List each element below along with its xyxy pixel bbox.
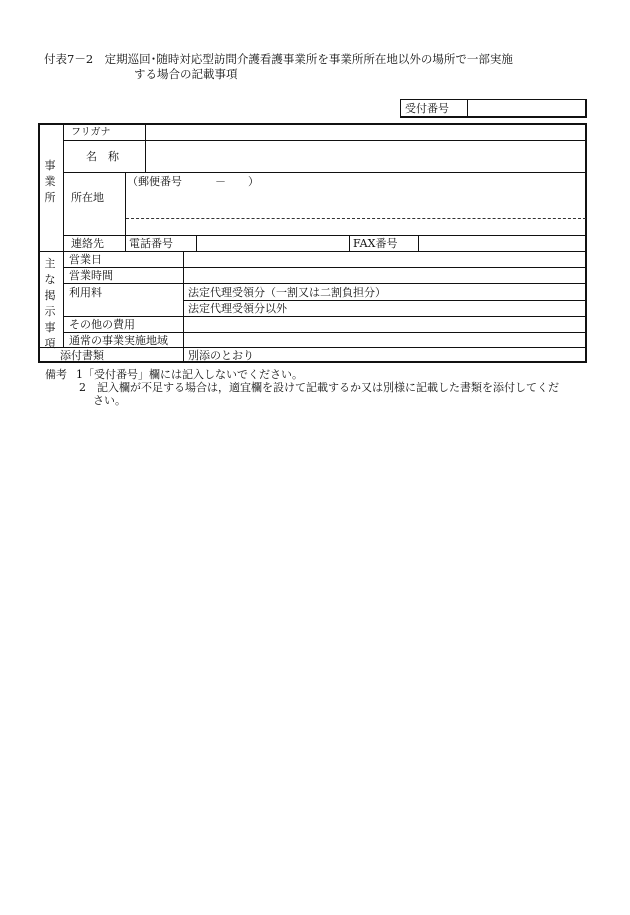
notices-section-label: 主な掲示事項 — [44, 257, 56, 350]
attachment-value: 別添のとおり — [188, 349, 254, 362]
usage-fee-proxy-label: 法定代理受領分（一割又は二割負担分） — [188, 286, 386, 299]
attachment-label: 添付書類 — [60, 349, 104, 362]
usage-fee-label: 利用料 — [69, 286, 102, 299]
fax-field[interactable] — [422, 237, 582, 250]
other-costs-label: その他の費用 — [69, 318, 135, 331]
row-line — [183, 300, 587, 301]
service-area-label: 通常の事業実施地域 — [69, 334, 168, 347]
furigana-label: フリガナ — [71, 127, 111, 138]
remarks-note-2-line1: 2 記入欄が不足する場合は，適宜欄を設けて記載するか又は別様に記載した書類を添付してくだ — [79, 381, 559, 394]
office-section-label: 事業所 — [44, 159, 56, 204]
row-line — [63, 235, 587, 236]
receipt-divider — [467, 99, 468, 118]
name-label-divider — [145, 123, 146, 172]
col-line — [349, 235, 350, 251]
row-line — [38, 347, 587, 348]
name-field[interactable] — [150, 150, 580, 163]
usage-fee-non-proxy-label: 法定代理受領分以外 — [188, 302, 287, 315]
tel-field[interactable] — [200, 237, 345, 250]
address-dashed-line — [126, 218, 586, 219]
col-line — [196, 235, 197, 251]
contact-label: 連絡先 — [71, 237, 104, 250]
address-label-divider — [125, 172, 126, 235]
name-label: 名 称 — [86, 150, 119, 163]
address-label: 所在地 — [71, 191, 104, 204]
service-area-field[interactable] — [188, 334, 578, 347]
address-field[interactable] — [132, 221, 572, 234]
office-section-divider — [63, 123, 64, 251]
form-title-line2: する場合の記載事項 — [134, 67, 238, 81]
remarks-heading: 備考 — [45, 368, 67, 381]
row-line — [63, 172, 587, 173]
receipt-number-field[interactable] — [472, 102, 582, 115]
postal-code-label: （郵便番号 － ） — [127, 175, 259, 188]
other-costs-field[interactable] — [188, 318, 578, 331]
business-hours-label: 営業時間 — [69, 269, 113, 282]
form-title-line1: 付表7－2 定期巡回･随時対応型訪問介護看護事業所を事業所所在地以外の場所で一部実施 — [44, 52, 513, 66]
row-line — [63, 267, 587, 268]
col-line — [418, 235, 419, 251]
remarks-note-1: 1「受付番号」欄には記入しないでください。 — [76, 368, 303, 381]
business-days-field[interactable] — [188, 253, 578, 266]
row-line — [63, 140, 587, 141]
row-line — [63, 283, 587, 284]
row-line — [63, 332, 587, 333]
fax-label: FAX番号 — [353, 237, 398, 250]
remarks-note-2-line2: さい。 — [93, 394, 126, 407]
business-hours-field[interactable] — [188, 269, 578, 282]
furigana-field[interactable] — [150, 126, 580, 139]
row-line — [63, 316, 587, 317]
tel-label: 電話番号 — [129, 237, 173, 250]
business-days-label: 営業日 — [69, 253, 102, 266]
section-separator — [38, 251, 587, 252]
receipt-number-label: 受付番号 — [405, 102, 449, 115]
col-line — [125, 235, 126, 251]
